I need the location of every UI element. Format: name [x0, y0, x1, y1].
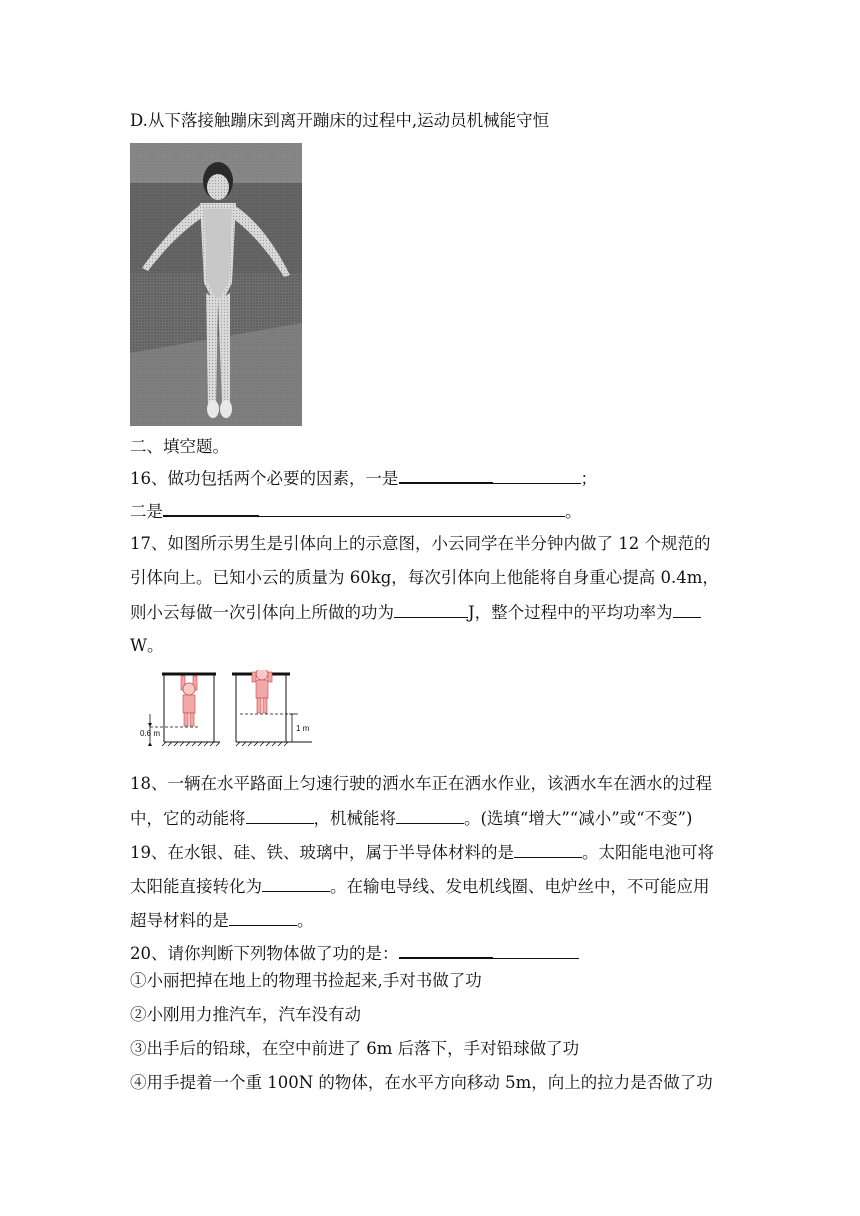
q16-line1: [130, 466, 597, 490]
q19-line2: [130, 875, 710, 898]
q16-line2: [130, 499, 582, 523]
q20-stem-text: 20、请你判断下列物体做了功的是：: [130, 944, 399, 963]
q18-blank-me: [396, 807, 464, 824]
q19-blank-superconductor: [229, 909, 297, 926]
q16-line2-end: 。: [565, 502, 582, 521]
q18-line2a: 中，它的动能将: [130, 809, 246, 828]
q16-line2-text: 二是: [130, 502, 163, 521]
q16-line1-text: 16、做功包括两个必要的因素，一是: [130, 469, 399, 488]
q17-blank-work: [394, 601, 468, 618]
q19-blank-energy: [262, 875, 330, 892]
q18-line1: 18、一辆在水平路面上匀速行驶的洒水车正在洒水作业，该洒水车在洒水的过程: [130, 774, 712, 793]
section-title: 二、填空题。: [130, 437, 229, 456]
q18-line2c: 。(选填“增大”“减小”或“不变”): [464, 809, 693, 828]
q19-line3b: 。: [297, 911, 314, 930]
q16-blank1a: [399, 466, 493, 484]
q17-line2: 引体向上。已知小云的质量为 60kg，每次引体向上他能将自身重心提高 0.4m，: [130, 568, 719, 587]
q19-line3a: 超导材料的是: [130, 911, 229, 930]
q20-item-3: ③出手后的铅球，在空中前进了 6m 后落下，手对铅球做了功: [130, 1039, 580, 1058]
option-d-text: D.从下落接触蹦床到离开蹦床的过程中,运动员机械能守恒: [130, 111, 550, 130]
q16-line1-end: ；: [580, 469, 597, 488]
q17-line4: W。: [130, 636, 164, 655]
q20-blank-a: [399, 941, 493, 959]
athlete-photo: [130, 143, 302, 426]
q19-line3: [130, 909, 314, 932]
q16-blank2b: [259, 500, 565, 517]
q20-blank-b: [493, 942, 579, 959]
q16-blank2a: [163, 499, 259, 517]
q19-line1a: 19、在水银、硅、铁、玻璃中，属于半导体材料的是: [130, 843, 514, 862]
q19-line1b: 。太阳能电池可将: [582, 843, 714, 862]
q19-line2a: 太阳能直接转化为: [130, 877, 262, 896]
label-right-height: 1 m: [296, 724, 310, 733]
pullup-diagram: [140, 670, 320, 752]
label-left-height: 0.6 m: [140, 729, 161, 738]
q17-line1: 17、如图所示男生是引体向上的示意图，小云同学在半分钟内做了 12 个规范的: [130, 534, 711, 553]
q18-line2b: ，机械能将: [313, 809, 396, 828]
q20-stem: [130, 941, 579, 965]
q16-blank1b: [493, 467, 581, 484]
q19-line1: [130, 841, 714, 864]
q20-item-4: ④用手提着一个重 100N 的物体，在水平方向移动 5m，向上的拉力是否做了功: [130, 1073, 713, 1092]
q20-item-2: ②小刚用力推汽车，汽车没有动: [130, 1005, 361, 1024]
q19-blank-semiconductor: [514, 841, 582, 858]
q17-blank-power: [673, 601, 701, 618]
q17-line3: [130, 601, 701, 624]
q18-blank-ke: [246, 807, 314, 824]
q17-line3a: 则小云每做一次引体向上所做的功为: [130, 603, 394, 622]
q19-line2b: 。在输电导线、发电机线圈、电炉丝中，不可能应用: [330, 877, 710, 896]
q20-item-1: ①小丽把掉在地上的物理书捡起来,手对书做了功: [130, 971, 482, 990]
q17-line3b: J，整个过程中的平均功率为: [468, 603, 673, 622]
q18-line2: [130, 807, 693, 830]
